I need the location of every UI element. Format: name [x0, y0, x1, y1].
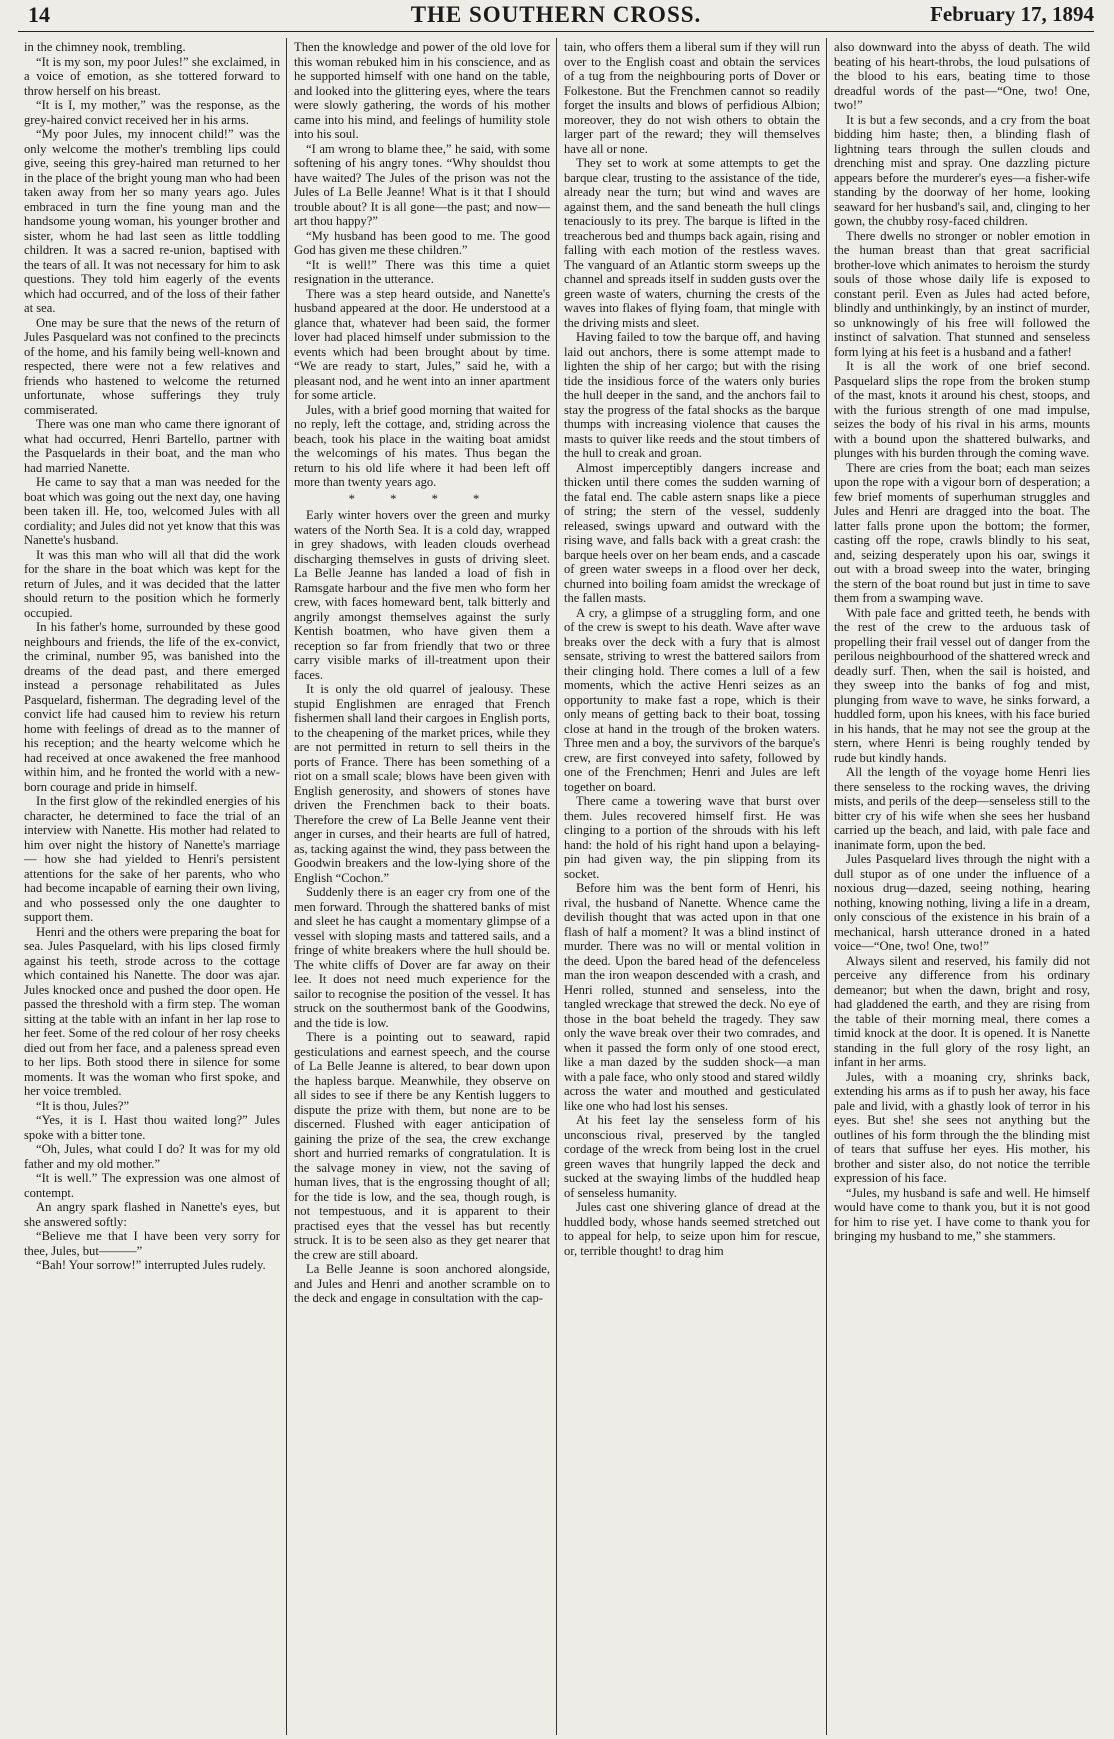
page-number: 14	[28, 2, 50, 27]
masthead	[18, 2, 1094, 26]
paragraph: Having failed to tow the barque off, and having laid out anchors, there is some attempt made to lighten the ship of her cargo; but with the rising tide the insidious force of the waters only buries the hull deeper in the sand, and the anchors fail to stay the progress of the fatal shocks as the barque thumps with increasing violence that causes the masts to quiver like reeds and the stout timbers of the hull to creak and groan.	[564, 330, 820, 460]
paragraph: also downward into the abyss of death. The wild beating of his heart-throbs, the loud pulsations of the blood to his ears, beating time to those dreadful words of the past—“One, two! One, two!”	[834, 40, 1090, 112]
paragraph: “It is my son, my poor Jules!” she exclaimed, in a voice of emotion, as she tottered forward to throw herself on his breast.	[24, 54, 280, 98]
paragraph: Jules, with a moaning cry, shrinks back, extending his arms as if to push her away, his face pale and livid, with a ghastly look of terror in his eyes. But she! she sees not anything but the outlines of his form through the the blinding mist of tears that suffuse her eyes. His mother, his brother and sister also, do not notice the terrible expression of his face.	[834, 1069, 1090, 1185]
paragraph: Almost imperceptibly dangers increase and thicken until there comes the sudden warning of the fatal end. The cable astern snaps like a piece of string; the stern of the vessel, suddenly released, swings upward and outward with the rising wave, and falls back with a great crash: the barque heels over on her beam ends, and a cascade of green water sweeps in a flood over her deck, churned into boiling foam amidst the wreckage of the fallen masts.	[564, 460, 820, 605]
paragraph: Jules Pasquelard lives through the night with a dull stupor as of one under the influence of a noxious drug—dazed, seeing nothing, hearing nothing, knowing nothing, living a life in a dream, only conscious of the existence in his brain of a mechanical, harsh utterance droned in a hated voice—“One, two! One, two!”	[834, 852, 1090, 953]
paragraph: Jules, with a brief good morning that waited for no reply, left the cottage, and, striding across the beach, took his place in the waiting boat amidst the welcomings of his mates. Thus began the return to his old life where it had been left off more than twenty years ago.	[294, 402, 550, 489]
column-divider	[556, 38, 557, 1735]
header-rule	[18, 31, 1094, 32]
paragraph: It is but a few seconds, and a cry from the boat bidding him haste; then, a blinding flash of lightning tears through the sullen clouds and drenching mist and spray. One dazzling picture appears before the murderer's eyes—a fisher-wife standing by the doorway of her home, looking seaward for her husband's sail, and, clinging to her gown, the chubby rosy-faced children.	[834, 112, 1090, 228]
paragraph: “It is I, my mother,” was the response, as the grey-haired convict received her in his arms.	[24, 98, 280, 127]
text-column-2	[294, 40, 550, 1734]
paragraph: In the first glow of the rekindled energies of his character, he determined to face the trial of an interview with Nanette. His mother had related to him over night the history of Nanette's marriage — how she had yielded to Henri's persistent attentions for the sake of her parents, who who had become incapable of earning their own living, and who possessed only the one daughter to support them.	[24, 794, 280, 924]
paragraph: * * * *	[348, 491, 496, 506]
paragraph: “Jules, my husband is safe and well. He himself would have come to thank you, but it is not good for him to rise yet. I have come to thank you for bringing my husband to me,” she stammers.	[834, 1185, 1090, 1243]
paragraph: “Oh, Jules, what could I do? It was for my old father and my old mother.”	[24, 1142, 280, 1171]
text-column-3	[564, 40, 820, 1734]
column-divider	[286, 38, 287, 1735]
paragraph: “My husband has been good to me. The good God has given me these children.”	[294, 228, 550, 257]
paragraph: tain, who offers them a liberal sum if they will run over to the English coast and obtain the services of a tug from the neighbouring ports of Dover or Folkestone. But the Frenchmen cannot so readily forget the insults and blows of perfidious Albion; moreover, they do not wish others to obtain the larger part of the reward; they will themselves have all or none.	[564, 40, 820, 156]
paragraph: With pale face and gritted teeth, he bends with the rest of the crew to the arduous task of propelling their frail vessel out of danger from the perilous neighbourhood of the shattered wreck and deadly surf. Then, when the sail is hoisted, and they sweep into the banks of fog and mist, plunging from wave to wave, he sinks forward, a huddled form, upon his knees, with his face buried in his hands, that he may not see the group at the stern, where Henri is being roughly tended by rude but kindly hands.	[834, 605, 1090, 765]
paragraph: An angry spark flashed in Nanette's eyes, but she answered softly:	[24, 1200, 280, 1229]
paragraph: Always silent and reserved, his family did not perceive any difference from his ordinary demeanor; but when the dawn, bright and rosy, had gladdened the earth, and they are rising from the table of their morning meal, there comes a timid knock at the door. It is opened. It is Nanette standing in the full glory of the rosy light, an infant in her arms.	[834, 953, 1090, 1069]
paragraph: One may be sure that the news of the return of Jules Pasquelard was not confined to the precincts of the home, and his family being well-known and respected, there were not a few relatives and friends who hastened to welcome the returned unfortunate, whose sufferings they truly commiserated.	[24, 315, 280, 417]
paragraph: There came a towering wave that burst over them. Jules recovered himself first. He was clinging to a portion of the shrouds with his left hand: the hold of his right hand upon a belaying-pin had given way, the pin slipping from its socket.	[564, 794, 820, 881]
paragraph: All the length of the voyage home Henri lies there senseless to the rocking waves, the driving mists, and perils of the deep—senseless still to the bitter cry of his wife when she sees her husband carried up the beach, and laid, with pale face and inanimate form, upon the bed.	[834, 765, 1090, 852]
paragraph: A cry, a glimpse of a struggling form, and one of the crew is swept to his death. Wave after wave breaks over the deck with a fury that is almost sensate, striving to wrest the battered sailors from their clinging hold. There comes a lull of a few moments, which the active Henri seizes as an opportunity to make fast a rope, which is their only means of getting back to their boat, tossing close at hand in the trough of the broken waters. Three men and a boy, the survivors of the barque's crew, are first conveyed into safety, followed by one of the Frenchmen; Henri and Jules are left together on board.	[564, 605, 820, 794]
paragraph: Then the knowledge and power of the old love for this woman rebuked him in his conscience, and as he supported himself with one hand on the table, and looked into the glittering eyes, where the tears were slowly gathering, the words of his mother came into his mind, and feelings of humility stole into his soul.	[294, 40, 550, 141]
paragraph: It was this man who will all that did the work for the share in the boat which was kept for the return of Jules, and it was decided that the latter should return to the position which he formerly occupied.	[24, 547, 280, 620]
paragraph: They set to work at some attempts to get the barque clear, trusting to the assistance of the tide, already near the turn; but wind and waves are against them, and the sand beneath the hull clings tenaciously to its prey. The barque is lifted in the treacherous bed and thumps back again, rising and falling with each motion of the restless waves. The vanguard of an Atlantic storm sweeps up the channel and spreads itself in sudden gusts over the green waste of waters, churning the crests of the waves into flakes of flying foam, that mingle with the driving mists and sleet.	[564, 156, 820, 330]
paragraph: “Yes, it is I. Hast thou waited long?” Jules spoke with a bitter tone.	[24, 1113, 280, 1142]
column-divider	[826, 38, 827, 1735]
paragraph: “I am wrong to blame thee,” he said, with some softening of his angry tones. “Why shouldst thou have waited? The Jules of the prison was not the Jules of La Belle Jeanne! What is it that I should trouble about? It is all gone—the past; and now—art thou happy?”	[294, 141, 550, 228]
paragraph: “It is well.” The expression was one almost of contempt.	[24, 1171, 280, 1200]
paragraph: “Bah! Your sorrow!” interrupted Jules rudely.	[36, 1258, 266, 1272]
paragraph: At his feet lay the senseless form of his unconscious rival, preserved by the tangled cordage of the wreck from being lost in the cruel green waves that hungrily lapped the deck and sucked at the swaying limbs of the huddled heap of senseless humanity.	[564, 1113, 820, 1200]
paragraph: There dwells no stronger or nobler emotion in the human breast than that great sacrificial brother-love which animates to heroism the sturdy souls of those whose daily life is exposed to constant peril. Even as Jules had acted before, blindly and unthinkingly, by an instinct of murder, so unknowingly of his free will followed the instinct of salvation. That stunned and senseless form lying at his feet is a husband and a father!	[834, 228, 1090, 359]
paragraph: There are cries from the boat; each man seizes upon the rope with a vigour born of desperation; a few brief moments of superhuman struggles and Jules and Henri are dragged into the boat. The latter falls prone upon the bottom; the former, casting off the rope, crawls blindly to his seat, and, seizing desperately upon his oar, swings it out with a broad sweep into the water, bringing the stern of the boat round but just in time to save them from a swamping wave.	[834, 460, 1090, 605]
paragraph: Early winter hovers over the green and murky waters of the North Sea. It is a cold day, wrapped in grey shadows, with leaden clouds overhead discharging themselves in gusts of driving sleet. La Belle Jeanne has landed a load of fish in Ramsgate harbour and the five men who form her crew, with faces homeward bent, talk bitterly and angrily amongst themselves against the surly Kentish boatmen, who have given them a reception so far from friendly that two or three carry visible marks of ill-treatment upon their faces.	[294, 508, 550, 682]
text-column-1	[24, 40, 280, 1734]
paragraph: Jules cast one shivering glance of dread at the huddled body, whose hands seemed stretched out to appeal for help, to seize upon him for rescue, or, terrible thought! to drag him	[564, 1200, 820, 1258]
paragraph: In his father's home, surrounded by these good neighbours and friends, the life of the ex-convict, the criminal, number 95, was banished into the dreams of the dead past, and there emerged instead a personage rehabilitated as Jules Pasquelard, fisherman. The degrading level of the convict life had caused him to review his return home with feelings of dread as to the manner of his reception; and the hearty welcome which he had received at once awakened the free manhood within him, and he fronted the world with a new-born courage and pride in himself.	[24, 620, 280, 794]
paragraph: Before him was the bent form of Henri, his rival, the husband of Nanette. Whence came the devilish thought that was acted upon in that one flash of half a moment? It was a blind instinct of murder. There was no will or mental volition in the deed. Upon the bared head of the defenceless man the iron weapon descended with a crash, and Henri rolled, stunned and senseless, into the tangled wreckage that strewed the deck. No eye of those in the boat beheld the tragedy. They saw only the wave break over their two comrades, and when it passed the form only of one stood erect, like a man dazed by the sudden shock—a man with a pale face, who only stood and stared wildly across the water and mouthed and gesticulated like one who had lost his senses.	[564, 881, 820, 1113]
issue-date: February 17, 1894	[930, 2, 1094, 26]
paragraph: He came to say that a man was needed for the boat which was going out the next day, one having been taken ill. He, too, welcomed Jules with all cordiality; and Jules did not yet know that this was Nanette's husband.	[24, 475, 280, 547]
paragraph: Suddenly there is an eager cry from one of the men forward. Through the shattered banks of mist and sleet he has caught a momentary glimpse of a vessel with sloping masts and tattered sails, and a fringe of white breakers where the hull should be. The white cliffs of Dover are far away on their lee. It does not need much experience for the sailor to recognise the position of the vessel. It has struck on the southermost bank of the Goodwins, and the tide is low.	[294, 885, 550, 1030]
paragraph: Henri and the others were preparing the boat for sea. Jules Pasquelard, with his lips closed firmly against his teeth, strode across to the cottage which contained his Nanette. The door was ajar. Jules knocked once and pushed the door open. He passed the threshold with a firm step. The woman sitting at the table with an infant in her lap rose to her feet. Some of the red colour of her rosy cheeks died out from her face, and a paleness spread even to her lips. Both stood there in silence for some moments. It was the woman who first spoke, and her voice trembled.	[24, 924, 280, 1098]
newspaper-title: THE SOUTHERN CROSS.	[410, 2, 702, 27]
paragraph: It is all the work of one brief second. Pasquelard slips the rope from the broken stump of the mast, knots it around his chest, stoops, and with the furious strength of one mad impulse, seizes the body of his rival in his arms, mounts with a bound upon the shattered bulwarks, and plunges with his burden through the coming wave.	[834, 359, 1090, 460]
paragraph: in the chimney nook, trembling.	[24, 40, 186, 54]
paragraph: “Believe me that I have been very sorry for thee, Jules, but———”	[24, 1229, 280, 1258]
paragraph: It is only the old quarrel of jealousy. These stupid Englishmen are enraged that French fishermen shall land their cargoes in English ports, to the cheapening of the market prices, while they are not permitted in return to sell theirs in the ports of France. There has been something of a riot on a small scale; blows have been given with English generosity, and showers of stones have driven the Frenchmen back to their boats. Therefore the crew of La Belle Jeanne vent their anger in curses, and their hearts are full of hatred, as, tacking against the wind, they pass between the Goodwin breakers and the low-lying shore of the English “Cochon.”	[294, 682, 550, 885]
paragraph: “It is thou, Jules?”	[36, 1098, 130, 1113]
paragraph: There was one man who came there ignorant of what had occurred, Henri Bartello, partner with the Pasquelards in their boat, and the man who had married Nanette.	[24, 417, 280, 475]
paragraph: La Belle Jeanne is soon anchored alongside, and Jules and Henri and another scramble on to the deck and engage in consultation with the cap-	[294, 1262, 550, 1305]
paragraph: “My poor Jules, my innocent child!” was the only welcome the mother's trembling lips could give, seeing this grey-haired man returned to her in the place of the bright young man who had been taken away from her so many years ago. Jules embraced in turn the fine young man and the handsome young woman, his younger brother and sister, whom he had last seen as little toddling children. It was a sacred re-union, baptised with the tears of all. It was not necessary for him to ask questions. They told him eagerly of the events which had occurred, and of the loss of their father at sea.	[24, 127, 280, 315]
text-column-4	[834, 40, 1090, 1734]
paragraph: There was a step heard outside, and Nanette's husband appeared at the door. He understood at a glance that, whatever had been said, the former lover had placed himself under submission to the events which had been brought about by time. “We are ready to start, Jules,” said he, with a pleasant nod, and he went into an inner apartment for some article.	[294, 286, 550, 402]
paragraph: “It is well!” There was this time a quiet resignation in the utterance.	[294, 257, 550, 286]
paragraph: There is a pointing out to seaward, rapid gesticulations and earnest speech, and the course of La Belle Jeanne is altered, to bear down upon the hapless barque. Meanwhile, they observe on all sides to see if there be any Kentish luggers to dispute the prize with them, but none are to be discerned. Flushed with eager anticipation of gaining the prize of the sea, the crew exchange short and hurried remarks of congratulation. It is the salvage money in view, not the saving of human lives, that is the engrossing thought of all; for the tide is low, and the sea, though rough, is not tempestuous, and it is apparent to their practised eyes that the vessel has but recently struck. It is to be seen also as they get nearer that the crew are still aboard.	[294, 1030, 550, 1262]
